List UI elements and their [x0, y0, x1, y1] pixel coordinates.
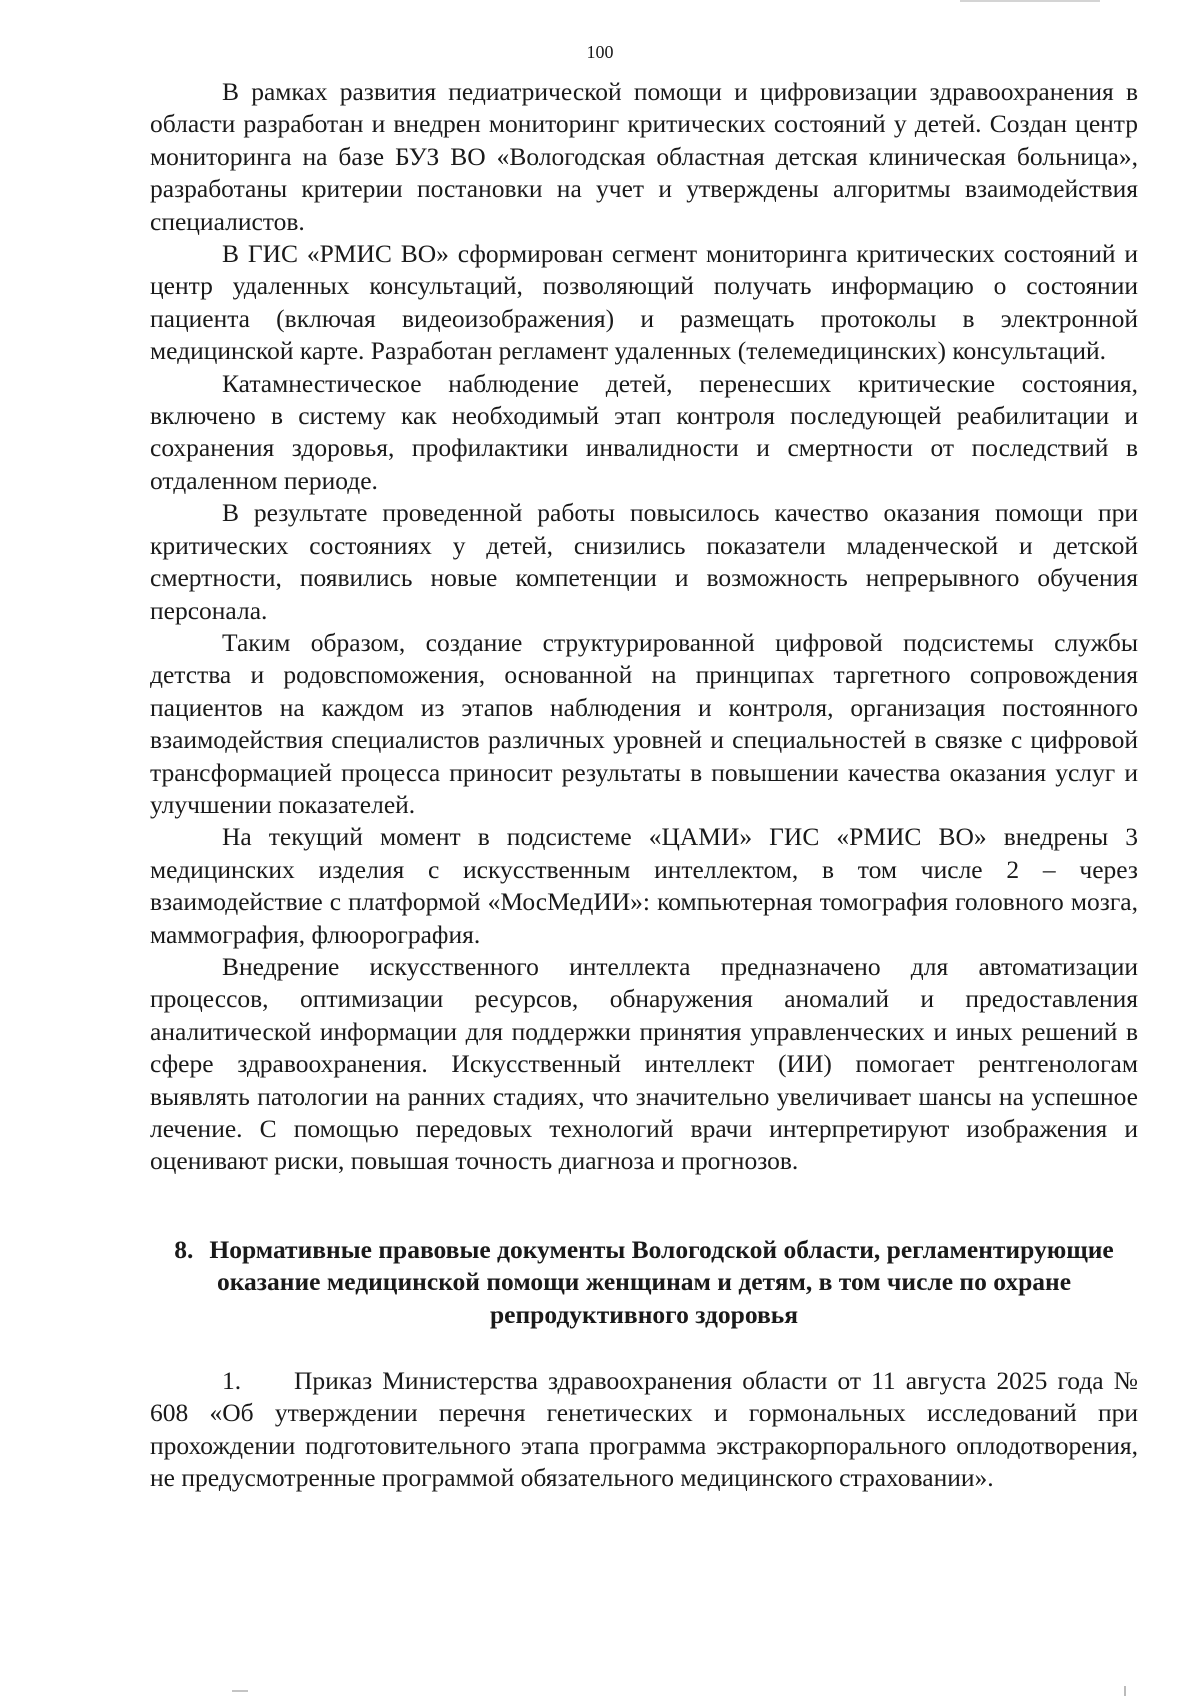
document-body	[150, 76, 1138, 1495]
paragraph-6: На текущий момент в подсистеме «ЦАМИ» ГИС «РМИС ВО» внедрены 3 медицинских изделия с искусственным интеллектом, в том числе 2 – через взаимодействие с платформой «МосМедИИ»: компьютерная томография головного мозга, маммография, флюорография.	[150, 822, 1138, 949]
paragraph-4: В результате проведенной работы повысилось качество оказания помощи при критических состояниях у детей, снизились показатели младенческой и детской смертности, появились новые компетенции и возможность непрерывного обучения персонала.	[150, 498, 1138, 625]
section-number: 8.	[174, 1234, 194, 1264]
scan-artifact-bottom-left	[232, 1690, 248, 1692]
scan-artifact-bottom-right	[1124, 1686, 1126, 1696]
list-item-number: 1.	[222, 1366, 242, 1396]
section-title: Нормативные правовые документы Вологодской области, регламентирующие оказание медицинской помощи женщинам и детям, в том числе по охране репродуктивного здоровья	[209, 1234, 1114, 1329]
paragraph-3: Катамнестическое наблюдение детей, перенесших критические состояния, включено в систему как необходимый этап контроля последующей реабилитации и сохранения здоровья, профилактики инвалидности и смертности от последствий в отдаленном периоде.	[150, 368, 1138, 495]
section-heading	[150, 1234, 1138, 1331]
paragraph-1: В рамках развития педиатрической помощи и цифровизации здравоохранения в области разработан и внедрен мониторинг критических состояний у детей. Создан центр мониторинга на базе БУЗ ВО «Вологодская областная детская клиническая больница», разработаны критерии постановки на учет и утверждены алгоритмы взаимодействия специалистов.	[150, 77, 1138, 236]
paragraph-2: В ГИС «РМИС ВО» сформирован сегмент мониторинга критических состояний и центр удаленных консультаций, позволяющий получать информацию о состоянии пациента (включая видеоизображения) и размещать протоколы в электронной медицинской карте. Разработан регламент удаленных (телемедицинских) консультаций.	[150, 239, 1138, 366]
list-item-text: Приказ Министерства здравоохранения области от 11 августа 2025 года № 608 «Об утверждении перечня генетических и гормональных исследований при прохождении подготовительного этапа программа экстракорпорального оплодотворения, не предусмотренные программой обязательного медицинского страховании».	[150, 1366, 1138, 1493]
list-item	[150, 1365, 1138, 1495]
page-number: 100	[586, 42, 614, 62]
paragraph-7: Внедрение искусственного интеллекта предназначено для автоматизации процессов, оптимизации ресурсов, обнаружения аномалий и предоставления аналитической информации для поддержки принятия управленческих и иных решений в сфере здравоохранения. Искусственный интеллект (ИИ) помогает рентгенологам выявлять патологии на ранних стадиях, что значительно увеличивает шансы на успешное лечение. С помощью передовых технологий врачи интерпретируют изображения и оценивают риски, повышая точность диагноза и прогнозов.	[150, 951, 1138, 1176]
paragraph-5: Таким образом, создание структурированной цифровой подсистемы службы детства и родовспоможения, основанной на принципах таргетного сопровождения пациентов на каждом из этапов наблюдения и контроля, организация постоянного взаимодействия специалистов различных уровней и специальностей в связке с цифровой трансформацией процесса приносит результаты в повышении качества оказания услуг и улучшении показателей.	[150, 627, 1138, 819]
scan-artifact-top	[960, 0, 1100, 2]
